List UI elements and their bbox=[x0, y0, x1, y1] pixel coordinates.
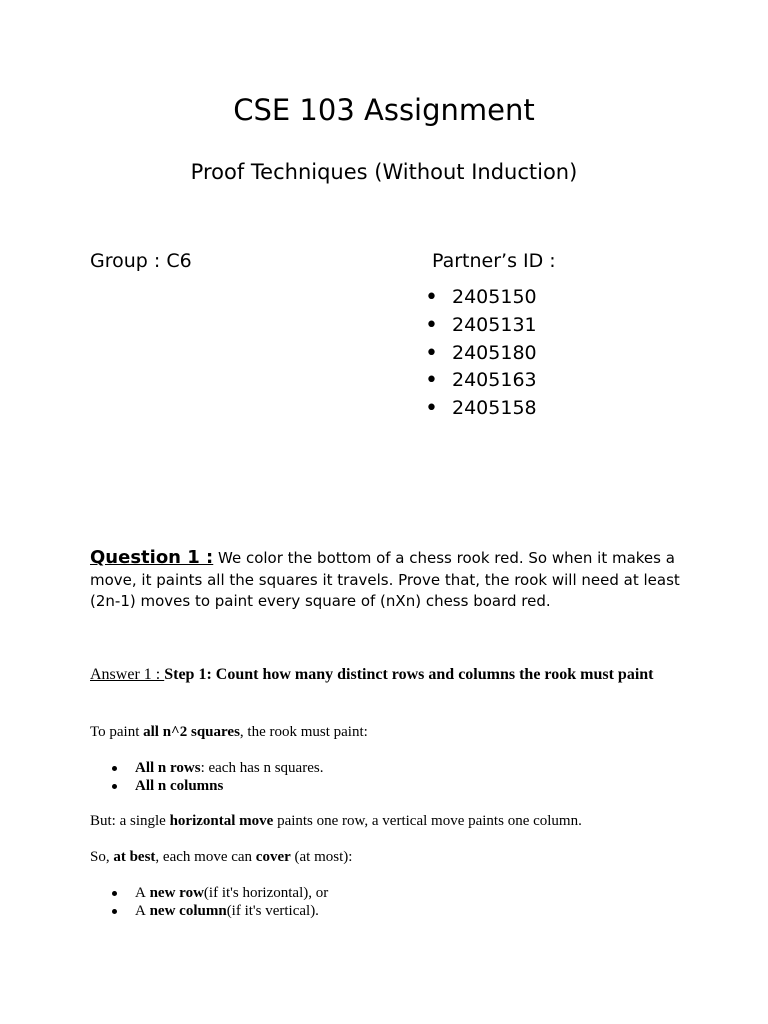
list-item bbox=[425, 395, 537, 423]
question-label: Question 1 : bbox=[90, 547, 214, 568]
list-item: A new row (if it's horizontal), or bbox=[90, 884, 328, 902]
rows-columns-list bbox=[90, 759, 323, 795]
partner-id: 2405180 bbox=[452, 341, 537, 364]
bullet-icon: • bbox=[425, 396, 438, 422]
partner-id: 2405163 bbox=[452, 369, 537, 392]
answer-heading bbox=[90, 664, 670, 685]
partner-id-label: Partner’s ID : bbox=[432, 250, 556, 272]
paragraph: But: a single horizontal move paints one row, a vertical move paints one column. bbox=[90, 813, 582, 829]
list-item bbox=[425, 340, 537, 368]
list-item bbox=[425, 284, 537, 312]
question-text: We color the bottom of a chess rook red. So when it makes a move, it paints all the squares it travels. Prove that, the rook will need at least (2n-1) moves to paint every square of (nXn) chess board red. bbox=[90, 549, 680, 610]
question-block bbox=[90, 547, 690, 613]
partner-id: 2405150 bbox=[452, 286, 537, 308]
partner-id: 2405131 bbox=[452, 313, 537, 336]
partner-id: 2405158 bbox=[452, 397, 537, 420]
bullet-icon bbox=[90, 884, 135, 902]
move-cover-list bbox=[90, 884, 328, 920]
list-item bbox=[425, 312, 537, 340]
document-subtitle: Proof Techniques (Without Induction) bbox=[190, 160, 578, 184]
document-title: CSE 103 Assignment bbox=[233, 93, 535, 127]
bullet-icon bbox=[90, 759, 135, 777]
bullet-icon bbox=[90, 777, 135, 795]
list-item bbox=[425, 367, 537, 395]
list-item: All n columns bbox=[90, 777, 323, 795]
paragraph: So, at best, each move can cover (at most): bbox=[90, 849, 353, 865]
paragraph: To paint all n^2 squares, the rook must paint: bbox=[90, 724, 368, 740]
partner-id-list bbox=[425, 284, 537, 423]
answer-label: Answer 1 : bbox=[90, 666, 165, 683]
group-label: Group : C6 bbox=[90, 250, 192, 272]
bullet-icon: • bbox=[425, 368, 438, 394]
bullet-icon bbox=[90, 902, 135, 920]
list-item: A new column (if it's vertical). bbox=[90, 902, 328, 920]
step-heading: Step 1: Count how many distinct rows and columns the rook must paint bbox=[164, 666, 654, 683]
bullet-icon: • bbox=[425, 285, 438, 310]
bullet-icon: • bbox=[425, 340, 438, 366]
list-item: All n rows : each has n squares. bbox=[90, 759, 323, 777]
bullet-icon: • bbox=[425, 312, 438, 338]
